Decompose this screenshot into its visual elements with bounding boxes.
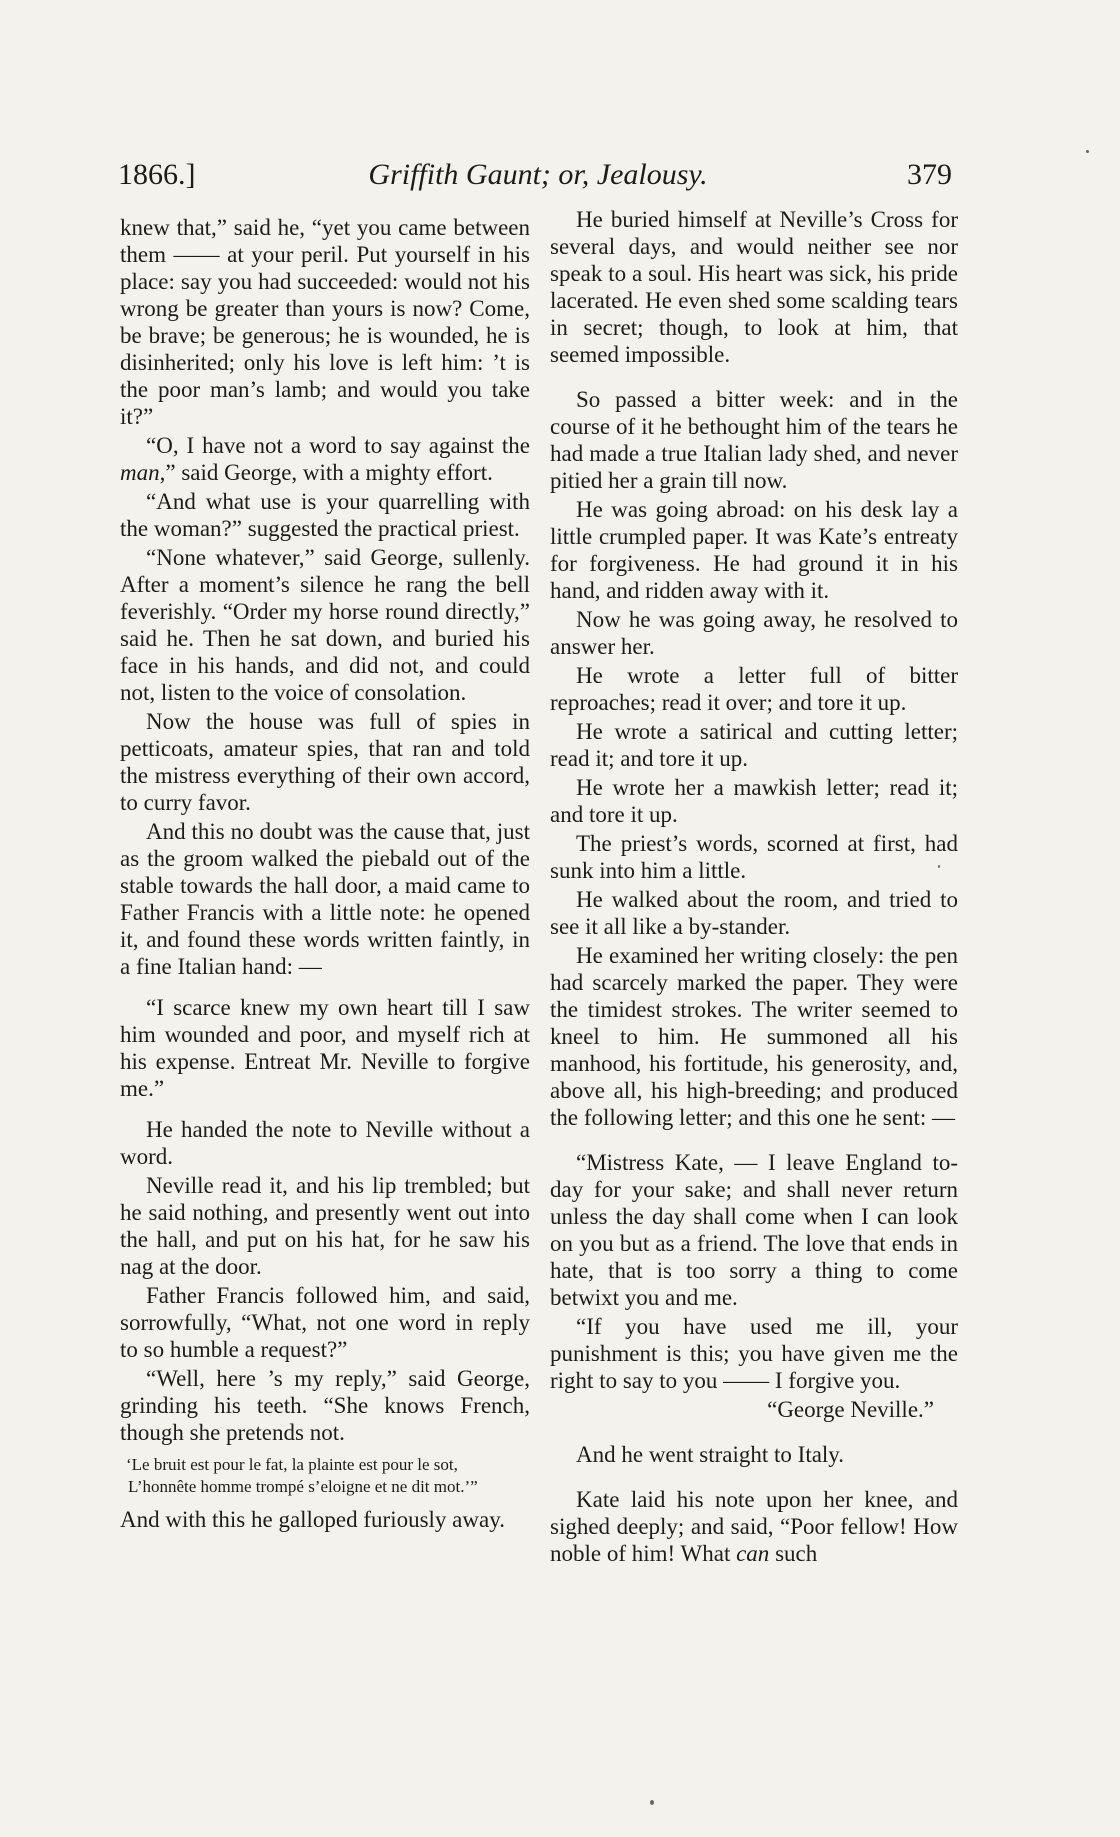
paragraph xyxy=(120,432,530,486)
paragraph: Now the house was full of spies in petticoats, amateur spies, that ran and told the mistress everything of their own accord, to curry favor. xyxy=(120,709,530,815)
text-run: “O, I have not a word to say against the xyxy=(146,433,530,458)
verse-line: ‘Le bruit est pour le fat, la plainte est pour le sot, xyxy=(126,1455,458,1474)
left-column xyxy=(120,214,530,1535)
paragraph: He wrote a letter full of bitter reproaches; read it over; and tore it up. xyxy=(550,663,958,715)
running-title: Griffith Gaunt; or, Jealousy. xyxy=(368,158,708,191)
paragraph: And he went straight to Italy. xyxy=(576,1442,845,1467)
emphasis: man xyxy=(120,460,160,485)
verse-line: L’honnête homme trompé s’eloigne et ne dit mot.’” xyxy=(128,1477,478,1496)
paragraph: He walked about the room, and tried to see it all like a by-stander. xyxy=(550,887,958,939)
paragraph: And with this he galloped furiously away. xyxy=(120,1507,505,1532)
paragraph: He handed the note to Neville without a word. xyxy=(120,1117,530,1169)
header-year: 1866.] xyxy=(118,158,196,191)
letter-signature: “George Neville.” xyxy=(767,1397,934,1422)
text-run: such xyxy=(769,1541,818,1566)
text-run: Kate laid his note upon her knee, and sighed deeply; and said, “Poor fellow! How noble of him! What xyxy=(550,1487,958,1566)
paragraph: He examined her writing closely: the pen had scarcely marked the paper. They were the timidest strokes. The writer seemed to kneel to him. He summoned all his manhood, his fortitude, his generosity, and, above all, his high-breeding; and produced the following letter; and this one he sent: — xyxy=(550,943,958,1130)
paragraph: knew that,” said he, “yet you came between them —— at your peril. Put yourself in his place: say you had succeeded: would not his wrong be greater than yours is now? Come, be brave; be generous; he is wounded, he is disinherited; only his love is left him: ’t is the poor man’s lamb; and would you take it?” xyxy=(120,215,530,429)
print-speck xyxy=(1086,150,1089,153)
right-column xyxy=(550,206,958,1569)
paragraph: “None whatever,” said George, sullenly. After a moment’s silence he rang the bell feverishly. “Order my horse round directly,” said he. Then he sat down, and buried his face in his hands, and did not, and could not, listen to the voice of consolation. xyxy=(120,545,530,705)
paragraph: Neville read it, and his lip trembled; but he said nothing, and presently went out into the hall, and put on his hat, for he saw his nag at the door. xyxy=(120,1173,530,1279)
paragraph: Father Francis followed him, and said, sorrowfully, “What, not one word in reply to so humble a request?” xyxy=(120,1283,530,1362)
french-verse xyxy=(126,1454,530,1498)
paragraph: And this no doubt was the cause that, just as the groom walked the piebald out of the stable towards the hall door, a maid came to Father Francis with a little note: he opened it, and found these words written faintly, in a fine Italian hand: — xyxy=(120,819,530,979)
running-header xyxy=(118,158,958,202)
letter-paragraph: “Mistress Kate, — I leave England to-day for your sake; and shall never return unless the day shall come when I can look on you but as a friend. The love that ends in hate, that is too sorry a thing to come betwixt you and me. xyxy=(550,1150,958,1310)
paragraph: He wrote her a mawkish letter; read it; and tore it up. xyxy=(550,775,958,827)
paragraph: He was going abroad: on his desk lay a little crumpled paper. It was Kate’s entreaty for forgiveness. He had ground it in his hand, and ridden away with it. xyxy=(550,497,958,603)
print-speck xyxy=(650,1800,654,1805)
quoted-note: “I scarce knew my own heart till I saw him wounded and poor, and myself rich at his expense. Entreat Mr. Neville to forgive me.” xyxy=(120,995,530,1101)
paragraph xyxy=(550,1486,958,1567)
paragraph: The priest’s words, scorned at first, had sunk into him a little. xyxy=(550,831,958,883)
paragraph: He buried himself at Neville’s Cross for several days, and would neither see nor speak to a soul. His heart was sick, his pride lacerated. He even shed some scalding tears in secret; though, to look at him, that seemed impossible. xyxy=(550,207,958,367)
paragraph: “And what use is your quarrelling with the woman?” suggested the practical priest. xyxy=(120,489,530,541)
text-run: ,” said George, with a mighty effort. xyxy=(159,460,493,485)
print-speck xyxy=(938,865,940,868)
emphasis: can xyxy=(736,1541,770,1566)
paragraph: “Well, here ’s my reply,” said George, grinding his teeth. “She knows French, though she pretends not. xyxy=(120,1366,530,1445)
paragraph: He wrote a satirical and cutting letter; read it; and tore it up. xyxy=(550,719,958,771)
page-number: 379 xyxy=(907,158,952,191)
paragraph: So passed a bitter week: and in the course of it he bethought him of the tears he had made a true Italian lady shed, and never pitied her a grain till now. xyxy=(550,387,958,493)
letter-paragraph: “If you have used me ill, your punishment is this; you have given me the right to say to you —— I forgive you. xyxy=(550,1314,958,1393)
paragraph: Now he was going away, he resolved to answer her. xyxy=(550,607,958,659)
